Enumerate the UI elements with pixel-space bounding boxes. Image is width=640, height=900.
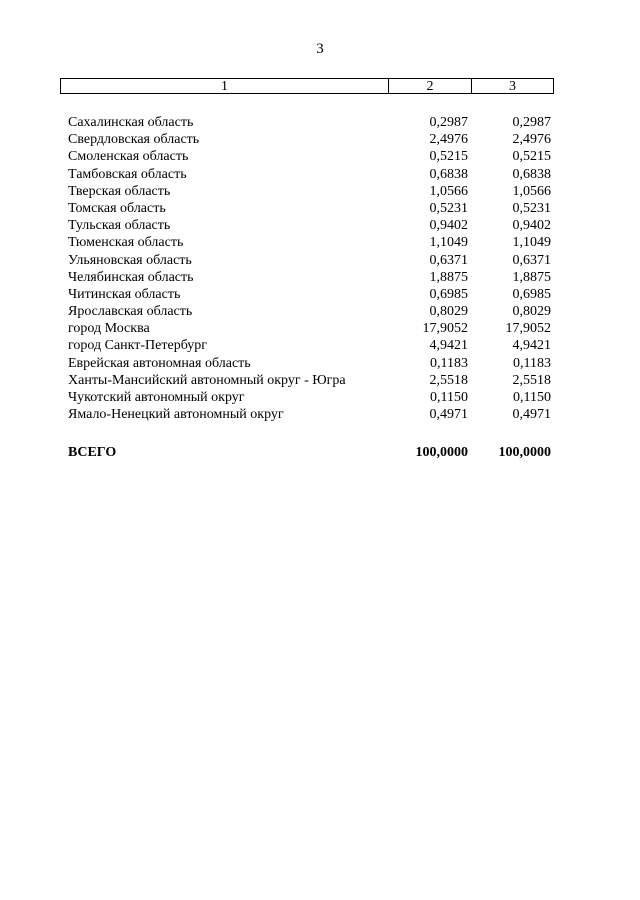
value-col2: 17,9052 [422, 321, 468, 337]
table-row [0, 269, 640, 286]
region-name: Читинская область [68, 286, 181, 302]
region-name: Свердловская область [68, 132, 200, 148]
value-col2: 0,2987 [429, 115, 468, 130]
column-header-2: 2 [389, 79, 472, 93]
table-row [0, 200, 640, 217]
table-row [0, 286, 640, 303]
region-name: Ярославская область [68, 304, 193, 320]
region-name: Челябинская область [68, 269, 194, 285]
value-col2: 0,1183 [430, 355, 468, 371]
total-label: ВСЕГО [68, 445, 117, 460]
region-name: Томская область [68, 200, 166, 216]
table-row [0, 114, 640, 131]
value-col2: 4,9421 [429, 338, 468, 354]
value-col2: 2,5518 [429, 372, 468, 388]
value-col3: 0,5215 [512, 149, 551, 165]
value-col3: 0,9402 [512, 218, 551, 234]
page-number: 3 [316, 41, 324, 57]
table-row [0, 131, 640, 148]
value-col3: 0,6371 [512, 252, 551, 268]
value-col3: 0,6838 [512, 166, 551, 182]
value-col2: 0,1150 [430, 390, 468, 405]
value-col2: 1,0566 [429, 183, 468, 199]
table-row [0, 234, 640, 251]
table-body [0, 114, 640, 423]
region-name: Сахалинская область [68, 115, 194, 130]
value-col3: 0,8029 [512, 304, 551, 320]
table-row [0, 372, 640, 389]
table-row [0, 148, 640, 165]
region-name: Тамбовская область [68, 166, 187, 182]
region-name: город Санкт-Петербург [68, 338, 208, 354]
table-header [60, 78, 554, 94]
value-col3: 0,1150 [513, 390, 551, 405]
value-col2: 0,9402 [429, 218, 468, 234]
value-col2: 0,6838 [429, 166, 468, 182]
region-name: Чукотский автономный округ [68, 390, 245, 405]
value-col2: 1,8875 [429, 269, 468, 285]
value-col3: 4,9421 [512, 338, 551, 354]
total-value-col2: 100,0000 [415, 445, 468, 460]
region-name: Тюменская область [68, 235, 184, 251]
value-col3: 17,9052 [505, 321, 551, 337]
total-value-col3: 100,0000 [498, 445, 551, 460]
value-col3: 2,5518 [512, 372, 551, 388]
column-header-3: 3 [509, 79, 516, 94]
table-row [0, 337, 640, 354]
value-col3: 0,5231 [512, 200, 551, 216]
region-name: Ульяновская область [68, 252, 192, 268]
table-row [0, 355, 640, 372]
table-row [0, 406, 640, 423]
table-row [0, 303, 640, 320]
value-col3: 0,6985 [512, 286, 551, 302]
region-name: Ханты-Мансийский автономный округ - Югра [68, 372, 346, 388]
table-row [0, 183, 640, 200]
value-col2: 0,6985 [429, 286, 468, 302]
column-header-1: 1 [61, 79, 389, 93]
value-col2: 0,8029 [429, 304, 468, 320]
table-row [0, 320, 640, 337]
table-row [0, 389, 640, 406]
region-name: Тверская область [68, 183, 171, 199]
value-col3: 2,4976 [512, 132, 551, 148]
value-col3: 0,4971 [512, 407, 551, 423]
region-name: Смоленская область [68, 149, 189, 165]
value-col2: 0,6371 [429, 252, 468, 268]
table-row [0, 217, 640, 234]
value-col2: 0,5231 [429, 200, 468, 216]
region-name: Еврейская автономная область [68, 355, 251, 371]
value-col3: 1,1049 [512, 235, 551, 251]
value-col2: 0,5215 [429, 149, 468, 165]
value-col2: 0,4971 [429, 407, 468, 423]
region-name: город Москва [68, 321, 150, 337]
total-row [0, 444, 640, 462]
value-col3: 1,0566 [512, 183, 551, 199]
value-col2: 1,1049 [429, 235, 468, 251]
value-col3: 1,8875 [512, 269, 551, 285]
table-row [0, 252, 640, 269]
region-name: Тульская область [68, 218, 171, 234]
table-row [0, 166, 640, 183]
value-col3: 0,1183 [513, 355, 551, 371]
value-col2: 2,4976 [429, 132, 468, 148]
region-name: Ямало-Ненецкий автономный округ [68, 407, 284, 423]
value-col3: 0,2987 [512, 115, 551, 130]
